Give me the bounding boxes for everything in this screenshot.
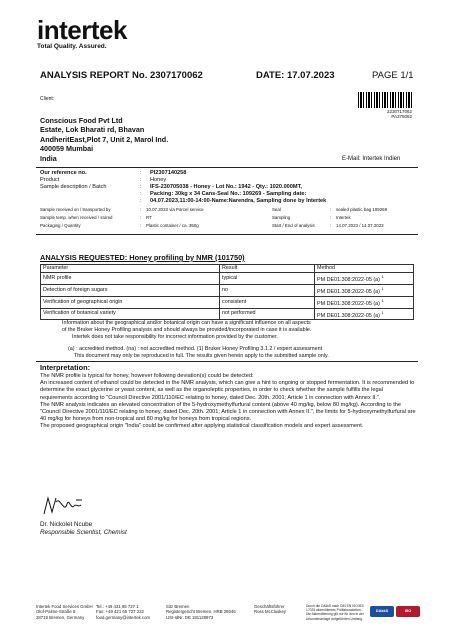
order-row-product: Product : Honey xyxy=(40,177,167,183)
order-row-sample-cont: : Packing: 30kg x 34 Cans-Seal No.: 109269 - Sampling date: xyxy=(140,191,307,197)
column-header: Method xyxy=(315,265,414,273)
column-header: Result xyxy=(220,265,315,273)
report-title: ANALYSIS REPORT No. 2307170062 xyxy=(40,70,203,81)
iso-badge: ISO xyxy=(396,606,420,617)
tagline: Total Quality. Assured. xyxy=(37,43,107,50)
report-date: DATE: 17.07.2023 xyxy=(256,70,335,81)
legend-note: (a) : accredited method. (na) : not accredited method. (1) Bruker Honey Profiling 3.1.2 / expert assessment This document may only be reproduced in full. The results given herein apply to the submitted sample only. xyxy=(68,346,329,359)
results-table xyxy=(40,264,414,320)
divider xyxy=(36,361,418,362)
order-row-reference: Our reference no. : PI2307140258 xyxy=(40,170,187,176)
client-label: Client: xyxy=(40,96,55,102)
barcode-number: 2230717062 PA376062 xyxy=(386,109,412,119)
client-email: E-Mail: Intertek Indien xyxy=(342,156,401,162)
footer-management: Geschäftsführer Ross McCluskey xyxy=(254,604,286,615)
footer-registry: Sitz Bremen Registergericht Bremen, HRB 28046 USt-IdNr. DE 181128973 xyxy=(166,604,236,620)
table-row: NMR profile typical PM DE01.308:2022-05 (a) $^1$ xyxy=(41,273,414,285)
interpretation-text: The NMR profile is typical for honey, however following deviation(s) could be detected: An increased content of ethanol could be detected in the NMR analysis, which can give a hint to ongoing or stopped fermentation. It is recommended to determine the exact glycerine or yeast content, as well as the organoleptic properties, in order to check whether the sample fulfills the legal requirements according to "Council Directive 2001/110/EC relating to honey, dated Dec. 20th. 2001; Article 1 in connection with Annex II.". The NMR analysis indicates an elevated concentration of the 5-hydroxymethylfurfural content (above 40 mg/kg, below 80 mg/kg). According to the "Council Directive 2001/110/EC relating to honey, dated Dec. 20th. 2001; Article 1 in connection with Annex II.", the limits for 5-hydroxymethylfurfural are 40 mg/kg for honeys from non-tropical and 80 mg/kg for honeys from tropical regions. The proposed geographical origin "India" could be confirmed after applying statistical classification models and expert assessment. xyxy=(40,373,416,430)
order-row-sample: Sample description / Batch : IFS-230705038 - Honey - Lot No.: 1942 - Qty.: 1020.000MT, xyxy=(40,184,302,190)
detail-row: Sample temp. when received / stored : RT Sampling : Intertek xyxy=(40,215,351,220)
barcode xyxy=(358,92,412,108)
intertek-logo: intertek xyxy=(37,15,127,45)
detail-row: Packaging / Quantity : Plastic container / ca. 350g Start / End of analysis : 14.07.2023 / 14.07.2023 xyxy=(40,223,384,228)
column-header: Parameter xyxy=(41,265,220,273)
signature-image xyxy=(40,492,90,520)
table-row: Verification of botanical variety not performed PM DE01.308:2022-05 (a) $^1$ xyxy=(41,308,414,320)
divider xyxy=(36,167,418,168)
table-row: Detection of foreign sugars no PM DE01.308:2022-05 (a) $^1$ xyxy=(41,284,414,296)
footer-contact: Tel.: +49 421 65 727 1 Fax: +49 421 65 727 222 food.germany@intertek.com xyxy=(96,604,151,620)
table-header-row xyxy=(41,265,414,273)
analysis-title: ANALYSIS REQUESTED: Honey profiling by NMR (101750) xyxy=(40,253,245,262)
detail-row: Sample received on / transported by : 10.07.2023 via Parcel service Seal : sealed plastic bag 109269 xyxy=(40,207,388,212)
table-row: Verification of geographical origin consistent PM DE01.308:2022-05 (a) $^1$ xyxy=(41,296,414,308)
page-number: PAGE 1/1 xyxy=(372,70,414,81)
footer-accreditation: Durch die DAkkS nach DIN EN ISO/IEC 17025 akkreditiertes Prüflaboratorium. Die Akkreditierung gilt nur für den in der Urkundenanlage aufgeführten Umfang. xyxy=(306,604,365,621)
interpretation-title: Interpretation: xyxy=(40,363,91,372)
client-address: Conscious Food Pvt Ltd Estate, Lok Bharati rd, Bhavan AndheritEast,Plot 7, Unit 2, Marol Ind. 400059 Mumbai India xyxy=(40,116,169,163)
order-row-sample-cont2: : 04.07.2023,11:00-14:00-Name:Narendra, Sampling done by Intertek xyxy=(140,198,327,204)
dakks-badge: DAkkS xyxy=(370,606,394,617)
footer-address: Intertek Food Services GmbH Olof-Palme-Straße 8 28719 Bremen, Germany xyxy=(36,604,93,620)
signatory: Dr. Nickolet Ncube Responsible Scientist, Chemist xyxy=(40,521,127,536)
divider xyxy=(36,234,418,235)
info-note: Information about the geographical and/or botanical origin can have a significant influence on all aspects of the Bruker Honey Profiling analysis and should always be provided/incorporated in case it is available. Intertek does not take responsibility for incorrect information provided by the customer. xyxy=(62,320,312,340)
